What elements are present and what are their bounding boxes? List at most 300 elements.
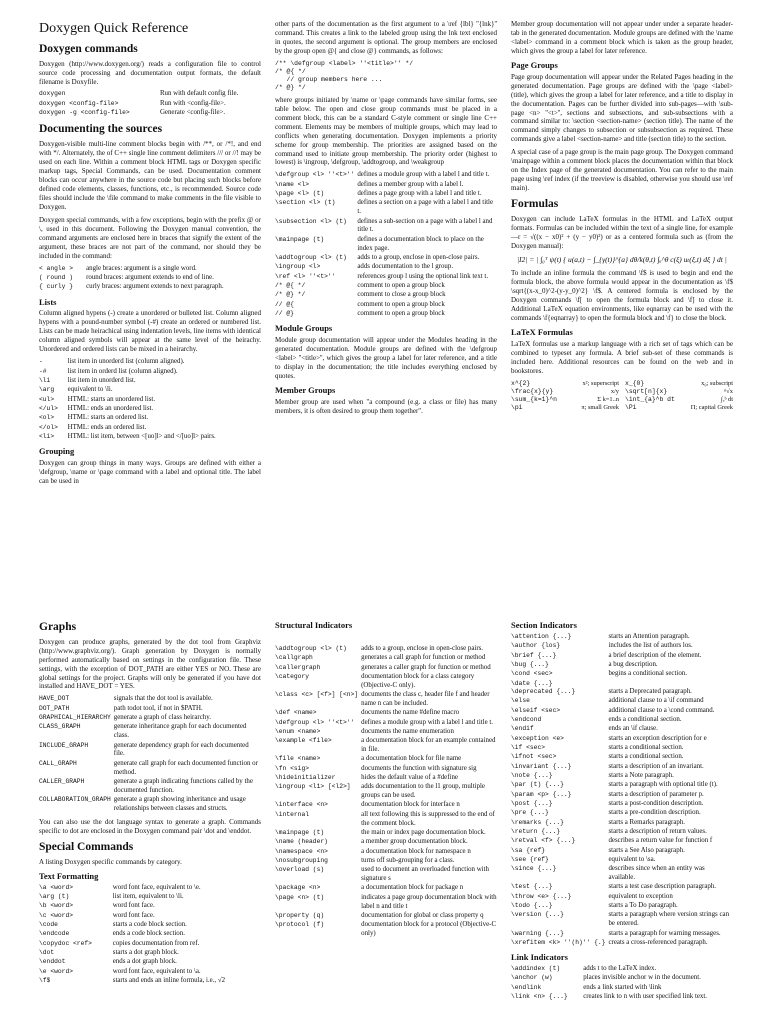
command-key: \xrefitem <k> ''(h)'' {.} bbox=[511, 938, 606, 946]
heading-special-commands: Special Commands bbox=[39, 841, 134, 854]
command-description: Run with default config file. bbox=[159, 90, 239, 98]
command-key: \code bbox=[39, 920, 58, 928]
command-description: includes the list of authors los. bbox=[608, 642, 693, 650]
text-formatting-table bbox=[39, 884, 261, 987]
table-row bbox=[511, 809, 733, 818]
table-row bbox=[39, 396, 261, 405]
command-key: HAVE_DOT bbox=[39, 695, 70, 703]
command-key: \throw <e> {...} bbox=[511, 892, 572, 900]
command-key: \else bbox=[511, 697, 530, 705]
table-row bbox=[275, 829, 497, 838]
command-description: starts a pre-condition description. bbox=[608, 809, 701, 817]
table-row bbox=[275, 866, 497, 884]
command-description: documentation block for a protocol (Objective-C only) bbox=[361, 921, 497, 938]
table-row bbox=[511, 661, 733, 670]
heading-section-indicators: Section Indicators bbox=[511, 620, 577, 630]
command-description: word font face, equivalent to \a. bbox=[112, 967, 201, 975]
table-row bbox=[39, 742, 261, 760]
table-row bbox=[275, 709, 497, 718]
command-description: starts a description of an invariant. bbox=[608, 762, 704, 770]
table-row bbox=[275, 282, 497, 291]
table-row bbox=[275, 857, 497, 866]
table-row bbox=[275, 190, 497, 199]
command-key: \def <name> bbox=[275, 709, 317, 717]
command-key: \protocol (f) bbox=[275, 921, 325, 929]
latex-command: \pi bbox=[511, 404, 523, 412]
command-key: - bbox=[39, 358, 43, 366]
table-row bbox=[39, 902, 261, 911]
command-description: defines a module group with a label l and title t. bbox=[361, 718, 493, 726]
table-row bbox=[511, 781, 733, 790]
formulas-paragraph-2: To include an inline formula the command \f$ is used to begin and end the formula block, the above formula would appear in the documentation as \f$ \sqrt{(x-x_0)^2-(y-y_0)^2} \f$. A centered formula is enclosed by the Doxygen commands \f[ to open the formula block and \f] to close it. Additional LaTeX equation environments, like eqnarray can be used with the commands \f{eqnarray} to open the formula block and \f} to close the block. bbox=[511, 269, 733, 322]
command-description: HTML: starts an ordered list. bbox=[67, 414, 149, 422]
command-description: a documentation block for namespace n bbox=[361, 847, 471, 855]
command-key: \ifnot <sec> bbox=[511, 753, 557, 761]
command-description: starts a conditional section. bbox=[608, 753, 684, 761]
table-row bbox=[275, 254, 497, 263]
command-key: \remarks {...} bbox=[511, 818, 564, 826]
command-key: \endcond bbox=[511, 716, 542, 724]
command-description: generate a graph of class heirarchy. bbox=[113, 714, 211, 722]
command-key: \version {...} bbox=[511, 911, 564, 919]
table-row bbox=[275, 801, 497, 810]
table-row bbox=[275, 774, 497, 783]
command-key: \elseif <sec> bbox=[511, 706, 561, 714]
command-description: starts a test case description paragraph. bbox=[608, 883, 716, 891]
command-key: \return {...} bbox=[511, 827, 561, 835]
heading-structural-indicators: Structural Indicators bbox=[275, 620, 353, 630]
table-row bbox=[511, 753, 733, 762]
command-description: documents the class c, header file f and header name n can be included. bbox=[361, 691, 490, 707]
table-row bbox=[39, 274, 261, 283]
command-key: \pre {...} bbox=[511, 809, 549, 817]
table-row bbox=[511, 974, 733, 983]
table-row bbox=[39, 424, 261, 433]
table-row bbox=[39, 760, 261, 778]
command-description: ends a dot graph block. bbox=[112, 958, 177, 966]
table-row bbox=[275, 171, 497, 180]
command-description: used to document an overloaded function with signature s bbox=[361, 866, 489, 883]
command-key: \defgroup <l> ''<t>'' bbox=[275, 718, 355, 726]
latex-entry bbox=[511, 404, 619, 412]
command-key: COLLABORATION_GRAPH bbox=[39, 796, 111, 804]
table-row bbox=[275, 921, 497, 939]
table-row bbox=[275, 755, 497, 764]
table-row bbox=[39, 377, 261, 386]
command-description: starts a conditional section. bbox=[608, 744, 684, 752]
latex-entry bbox=[625, 396, 733, 404]
command-key: \post {...} bbox=[511, 800, 553, 807]
table-row bbox=[275, 783, 497, 801]
table-row bbox=[511, 883, 733, 892]
graph-settings-table bbox=[39, 695, 261, 814]
command-key: // @{ bbox=[275, 300, 294, 308]
table-row bbox=[511, 865, 733, 883]
command-key: doxygen <config-file> bbox=[39, 99, 119, 107]
table-row bbox=[39, 109, 261, 118]
table-row bbox=[39, 723, 261, 741]
command-description: generate call graph for each documented function or method. bbox=[113, 759, 258, 776]
command-description: copies documentation from ref. bbox=[112, 939, 200, 947]
table-row bbox=[275, 291, 497, 300]
table-row bbox=[511, 633, 733, 642]
command-key: \defgroup <l> ''<t>'' bbox=[275, 171, 355, 179]
command-key: \attention {...} bbox=[511, 632, 572, 640]
command-description: starts a dot graph block. bbox=[112, 948, 179, 956]
command-key: \interface <n> bbox=[275, 801, 328, 809]
command-key: \link <n> {...} bbox=[511, 993, 568, 1001]
command-key: \par (t) {...} bbox=[511, 781, 564, 789]
table-row bbox=[39, 930, 261, 939]
command-description: comment to open a group block bbox=[357, 309, 445, 317]
command-key: \callgraph bbox=[275, 654, 313, 662]
command-key: \subsection <l> (t) bbox=[275, 217, 347, 225]
table-row bbox=[39, 386, 261, 395]
commands-intro: Doxygen (http://www.doxygen.org/) reads a configuration file to control source code processing and documentation output formats, the default filename is Doxyfile. bbox=[39, 59, 261, 86]
latex-command: \frac{x}{y} bbox=[511, 387, 554, 395]
command-description: a documentation block for an example contained in file. bbox=[361, 737, 496, 753]
command-key: \ingroup <l1> [<l2>] bbox=[275, 783, 351, 791]
command-description: starts a paragraph with optional title (t). bbox=[608, 781, 718, 789]
table-row bbox=[511, 652, 733, 661]
table-row bbox=[511, 930, 733, 939]
command-description: HTML: ends an unordered list. bbox=[67, 404, 154, 412]
command-description: Run with <config-file>. bbox=[159, 99, 226, 107]
command-key: \internal bbox=[275, 810, 310, 818]
command-description: turns off sub-grouping for a class. bbox=[361, 856, 455, 864]
table-row bbox=[275, 765, 497, 774]
heading-graphs: Graphs bbox=[39, 621, 77, 633]
commands-usage-table bbox=[39, 90, 261, 118]
table-row bbox=[39, 940, 261, 949]
table-row bbox=[511, 837, 733, 846]
latex-entry bbox=[625, 404, 733, 412]
table-row bbox=[511, 744, 733, 753]
table-row bbox=[275, 263, 497, 272]
command-key: \sa {ref} bbox=[511, 846, 546, 854]
command-description: HTML: ends an ordered list. bbox=[67, 423, 147, 431]
heading-text-formatting: Text Formatting bbox=[39, 870, 99, 881]
command-description: starts a code block section. bbox=[112, 920, 187, 928]
latex-command: x^{2} bbox=[511, 379, 531, 387]
bottom-right-column bbox=[511, 616, 733, 1022]
command-description bbox=[608, 680, 733, 689]
latex-formulas-paragraph: LaTeX formulas use a markup language with a rich set of tags which can be combined to typeset any formula. A brief sub-set of these commands is included here. Additional resources can be found on the web and in bookstores. bbox=[511, 339, 733, 375]
command-description: adds documentation to the l group. bbox=[357, 263, 454, 271]
command-key: < angle > bbox=[39, 264, 74, 272]
command-key: \author {los} bbox=[511, 642, 561, 650]
table-row bbox=[39, 977, 261, 986]
command-description: starts and ends an inline formula, i.e., √2 bbox=[112, 976, 226, 984]
command-description: ends a code block section. bbox=[112, 930, 185, 938]
command-description: starts a description of parameter p. bbox=[608, 790, 704, 798]
command-key: \enum <name> bbox=[275, 727, 321, 735]
table-row bbox=[39, 695, 261, 704]
sources-paragraph-1: Doxygen-visible multi-line comment blocks begin with /**, or /*!, and end with */. Alternately, the of C++ single line comment delimiters /// or //! may be used on each line. Within a comment block HTML tags or Doxygen specific markup tags, Special Commands, can be used. Documentation comment blocks can occur anywhere in the source code but placing such blocks before defined code elements, classes, functions, etc., is recommended. Source code files should include the \file command to make comments in the file visible to Doxygen. bbox=[39, 140, 261, 211]
command-key: \name (header) bbox=[275, 838, 328, 846]
command-description: all text following this is suppressed to the end of the comment block. bbox=[361, 810, 495, 827]
table-row bbox=[511, 993, 733, 1002]
latex-entry bbox=[511, 388, 619, 396]
command-key: \f$ bbox=[39, 976, 51, 984]
command-key: <ul> bbox=[39, 395, 55, 403]
command-description: describes a return value for function f bbox=[608, 837, 713, 845]
table-row bbox=[275, 664, 497, 673]
command-key: \addindex (t) bbox=[511, 965, 561, 973]
module-groups-paragraph: Module group documentation will appear under the Modules heading in the generated documentation. Module groups are defined with the \defgroup <label> ''<title>'', which gives the group a label for later reference, and a title to display in the documentation; the title includes everything enclosed by quotes. bbox=[275, 336, 497, 380]
command-key: \page <n> (t) bbox=[275, 893, 325, 901]
command-description: references group l using the optional link text t. bbox=[357, 272, 489, 280]
command-description: word font face. bbox=[112, 902, 155, 910]
table-row bbox=[511, 772, 733, 781]
command-description: ends a link started with \link bbox=[583, 983, 662, 991]
table-row bbox=[275, 884, 497, 893]
command-description: curly braces: argument extends to next paragraph. bbox=[86, 283, 224, 291]
command-description: places invisible anchor w in the document. bbox=[583, 974, 701, 982]
command-description: documents the function with signature sig bbox=[361, 764, 477, 772]
table-row bbox=[511, 725, 733, 734]
table-row bbox=[511, 670, 733, 679]
command-key: \ref <l> ''<t>'' bbox=[275, 272, 336, 280]
command-description: comment to open a group block bbox=[357, 281, 445, 289]
command-key: \mainpage (t) bbox=[275, 828, 325, 836]
bottom-middle-column bbox=[275, 616, 497, 1022]
command-description: equivalent to \li. bbox=[67, 386, 113, 394]
table-row bbox=[511, 642, 733, 651]
command-key: \exception <e> bbox=[511, 734, 564, 742]
command-key: \deprecated {...} bbox=[511, 688, 576, 696]
command-description: HTML: list item, between <[uo]l> and </[uo]l> pairs. bbox=[67, 432, 216, 440]
table-row bbox=[39, 949, 261, 958]
command-description: documentation block for interface n bbox=[361, 801, 460, 809]
command-key: CALLER_GRAPH bbox=[39, 777, 85, 785]
command-key: \endlink bbox=[511, 983, 542, 991]
table-row bbox=[39, 100, 261, 109]
command-key: CLASS_GRAPH bbox=[39, 723, 81, 731]
command-description: defines a page group with a label l and title t. bbox=[357, 190, 482, 198]
command-description: starts a See Also paragraph. bbox=[608, 846, 685, 854]
table-row bbox=[275, 301, 497, 310]
command-key: \retval <f> {...} bbox=[511, 837, 576, 845]
table-row bbox=[511, 763, 733, 772]
latex-command: \sum_{k=1}^n bbox=[511, 395, 558, 403]
command-description: defines a sub-section on a page with a label l and title t. bbox=[357, 217, 493, 234]
table-row bbox=[275, 811, 497, 829]
command-description: starts a post-condition description. bbox=[608, 800, 704, 807]
command-key: DOT_PATH bbox=[39, 704, 70, 712]
command-key: \class <c> [<f>] [<n>] bbox=[275, 691, 359, 699]
formulas-paragraph-1: Doxygen can include LaTeX formulas in the HTML and LaTeX output formats. Formulas can be included within the text of a single line, for example—r = √((x − x0)² + (y − y0)²) or as a centered formula such as (from the Doxygen manual): bbox=[511, 214, 733, 250]
command-key: \since {...} bbox=[511, 865, 557, 873]
table-row bbox=[39, 778, 261, 796]
command-description: a brief description of the element. bbox=[608, 651, 702, 659]
table-row bbox=[511, 791, 733, 800]
command-key: \ingroup <l> bbox=[275, 263, 321, 271]
link-indicators-table bbox=[511, 965, 733, 1002]
centered-formula: |I2| = | ∫₀ᵀ ψ(t) { u(a,t) − ∫_{γ(t)}^{a} dθ/k(θ,t) ∫ₐ^θ c(ξ) uₜ(ξ,t) dξ } dt | bbox=[517, 254, 727, 264]
table-row bbox=[39, 968, 261, 977]
table-row bbox=[511, 697, 733, 706]
command-description: round braces: argument extends to end of line. bbox=[86, 273, 214, 281]
command-key: \package <n> bbox=[275, 884, 321, 892]
table-row bbox=[275, 728, 497, 737]
command-key: \addtogroup <l> (t) bbox=[275, 644, 347, 652]
table-row bbox=[39, 921, 261, 930]
command-key: \todo {...} bbox=[511, 902, 553, 910]
command-description: a documentation block for package n bbox=[361, 884, 464, 892]
command-description: starts a Deprecated paragraph. bbox=[608, 688, 692, 696]
member-groups-paragraph: Member group are used when "a compound (e.g. a class or file) has many members, it is often desired to group them together". bbox=[275, 397, 497, 415]
command-description: starts a Note paragraph. bbox=[608, 772, 674, 780]
command-description: a member group documentation block. bbox=[361, 838, 468, 846]
table-row bbox=[511, 716, 733, 725]
command-key: \b <word> bbox=[39, 902, 74, 910]
heading-grouping: Grouping bbox=[39, 446, 75, 457]
command-key: doxygen bbox=[39, 90, 66, 98]
command-key: \li bbox=[39, 376, 51, 384]
table-row bbox=[511, 893, 733, 902]
command-key: /* @} */ bbox=[275, 291, 306, 299]
command-description: starts a paragraph where version strings can be entered. bbox=[608, 911, 730, 928]
table-row bbox=[275, 199, 497, 217]
table-row bbox=[511, 800, 733, 809]
member-groups-continued: Member group documentation will not appear under under a separate header-tab in the generated documentation. Module groups are defined with the \name <label> command in a comment block which is taken as the group header, which gives the group a label for later reference. bbox=[511, 20, 733, 55]
heading-member-groups: Member Groups bbox=[275, 384, 336, 395]
command-description: additional clause to a \cond command. bbox=[608, 706, 715, 714]
command-key: \date {...} bbox=[511, 679, 553, 687]
command-key: \arg bbox=[39, 386, 55, 394]
section-indicators-table bbox=[511, 633, 733, 948]
command-key: /* @{ */ bbox=[275, 281, 306, 289]
heading-formulas: Formulas bbox=[511, 198, 559, 211]
table-row bbox=[39, 265, 261, 274]
command-key: \namespace <n> bbox=[275, 847, 328, 855]
command-key: \enddot bbox=[39, 958, 66, 966]
command-key: \if <sec> bbox=[511, 744, 546, 752]
command-key: INCLUDE_GRAPH bbox=[39, 741, 89, 749]
command-key: doxygen -g <config-file> bbox=[39, 109, 130, 117]
command-description: creats a cross-referenced paragraph. bbox=[608, 938, 708, 946]
command-key: \bug {...} bbox=[511, 660, 549, 668]
command-description: indicates a page group documentation block with label n and title t bbox=[361, 893, 497, 910]
command-key: \warning {...} bbox=[511, 929, 564, 937]
command-description: hides the default value of a #define bbox=[361, 773, 458, 781]
page-groups-paragraph-1: Page group documentation will appear under the Related Pages heading in the generated documentation. Page groups are defined with the \page <label> (title), which gives the group a label for later reference, and a title to display in the documentation. Pages can be further divided into sub-pages—with \sub-page <n> ''<t>'', sections and subsections, and sub-subsections with a command similar to: \section <section-name> (section title). The name of the command simply changes to subsection or subsubsection as required. These commands give a label <section-name> and title (section title) to the section. bbox=[511, 72, 733, 144]
command-key: -# bbox=[39, 367, 47, 375]
command-key: \section <l> (t) bbox=[275, 199, 336, 207]
grouping-priority: where groups initiated by \name or \page commands have similar forms, see table below. The open and close group commands must be placed in a comment block, this can be a standard C-style comment or single line C++ comment. Elements may be members of multiple groups, which may lead to conflicts when generating documentation. Doxygen implements a priority scheme for group membership. The priorities are assigned based on the command used to initiate group membership. The priority order (highest to lowest) is \ingroup, \defgroup, \addtogroup, and \weakgroup bbox=[275, 95, 497, 167]
command-description: defines a section on a page with a label l and title t. bbox=[357, 199, 494, 216]
command-key: { curly } bbox=[39, 283, 74, 291]
table-row bbox=[511, 902, 733, 911]
table-row bbox=[511, 965, 733, 974]
command-key: <li> bbox=[39, 432, 55, 440]
command-key: \file <name> bbox=[275, 755, 321, 763]
special-commands-paragraph: A listing Doxygen specific commands by category. bbox=[39, 857, 182, 866]
table-row bbox=[275, 912, 497, 921]
structural-indicators-table bbox=[275, 645, 497, 940]
command-description: adds t to the LaTeX index. bbox=[583, 965, 657, 973]
table-row bbox=[39, 884, 261, 893]
command-description: generates a call graph for function or method bbox=[361, 654, 486, 662]
table-row bbox=[39, 283, 261, 292]
command-description: documentation block for a class category (Objective-C only). bbox=[361, 672, 475, 689]
command-description: describes since when an entity was available. bbox=[608, 865, 705, 882]
command-key: \see {ref} bbox=[511, 855, 549, 863]
command-key: \brief {...} bbox=[511, 651, 557, 659]
grouping-paragraph: Doxygen can group things in many ways. Groups are defined with either a \defgroup, \name or \page command with a label and optional title. The label can be used in bbox=[39, 459, 261, 485]
command-description: generates a caller graph for function or method bbox=[361, 663, 491, 671]
command-key: \dot bbox=[39, 948, 55, 956]
command-description: list item, equivalent to \li. bbox=[112, 892, 184, 900]
command-key: \param <p> {...} bbox=[511, 790, 572, 798]
heading-module-groups: Module Groups bbox=[275, 323, 333, 334]
command-key: \addtogroup <l> (t) bbox=[275, 253, 347, 261]
table-row bbox=[39, 796, 261, 814]
command-description: the main or index page documentation block. bbox=[361, 828, 486, 836]
lists-paragraph: Column aligned hypens (-) create a unordered or bulleted list. Column aligned hypens with a pound-number symbol (-#) create an ordered or numbered list. Lists can be made heirachical using indentation levels, line items with identical column aligned symbols will appear at the same level of the heirachy. Unordered and ordered lists can be mixed in a heirarchy. bbox=[39, 309, 261, 354]
table-row bbox=[511, 828, 733, 837]
command-key: \property (q) bbox=[275, 911, 325, 919]
table-row bbox=[275, 218, 497, 236]
command-key: \mainpage (t) bbox=[275, 235, 325, 243]
command-description: additional clause to a \if command bbox=[608, 697, 704, 705]
command-description: list item in orderd list (column aligned). bbox=[67, 367, 178, 375]
heading-link-indicators: Link Indicators bbox=[511, 952, 568, 963]
heading-sources: Documenting the sources bbox=[39, 123, 163, 136]
command-description: generate dependency graph for each documented file. bbox=[113, 741, 249, 758]
top-right-column bbox=[511, 20, 733, 550]
latex-rendering: ⁿ√x bbox=[724, 387, 733, 395]
command-description: path todot tool, if not in $PATH. bbox=[113, 704, 203, 712]
command-description: starts a paragraph for warning messages. bbox=[608, 929, 721, 937]
table-row bbox=[275, 894, 497, 912]
command-key: ( round ) bbox=[39, 273, 74, 281]
table-row bbox=[39, 433, 261, 442]
graphs-paragraph-2: You can also use the dot language syntax to generate a graph. Commands specific to dot are enclosed in the Doxygen command pair \dot and \enddot. bbox=[39, 818, 261, 836]
table-row bbox=[511, 819, 733, 828]
page-title: Doxygen Quick Reference bbox=[39, 21, 189, 36]
heading-commands: Doxygen commands bbox=[39, 42, 138, 55]
heading-latex-formulas: LaTeX Formulas bbox=[511, 326, 573, 337]
table-row bbox=[511, 707, 733, 716]
command-key: </ul> bbox=[39, 404, 58, 412]
table-row bbox=[39, 368, 261, 377]
command-description: documentation for global or class property q bbox=[361, 911, 484, 919]
bottom-left-column bbox=[39, 616, 261, 1022]
latex-rendering: x²; superscript bbox=[582, 379, 619, 387]
group-code-example: /** \defgroup <label> ''<title>'' */ /* @{ */ // group members here ... /* @} */ bbox=[275, 59, 414, 91]
table-row bbox=[39, 90, 261, 99]
latex-rendering: ∫ₐᵇ dt bbox=[720, 395, 733, 403]
grouping-continued: other parts of the documentation as the first argument to a \ref {lbl} ''{lnk}'' command. This creates a link to the labeled group using the lnk text enclosed in quotes, the second argument is optional. The group members are enclosed by the group open @{ and close @} commands, as follows: bbox=[275, 20, 497, 55]
command-description: documents the name #define macro bbox=[361, 709, 460, 717]
lists-table bbox=[39, 358, 261, 442]
table-row bbox=[275, 181, 497, 190]
page-groups-paragraph-2: A special case of a page group is the main page group. The Doxygen command \mainpage within a comment block places the documentation within that block on the Index page of the generated documentation. You can refer to the main page using \ref index (if the treeview is disabled, otherwise you should use \ref main). bbox=[511, 148, 733, 193]
table-row bbox=[275, 838, 497, 847]
table-row bbox=[275, 645, 497, 654]
command-key: \a <word> bbox=[39, 883, 74, 891]
table-row bbox=[511, 939, 733, 948]
command-description: adds to a group, enclose in open-close pairs. bbox=[357, 253, 480, 261]
table-row bbox=[39, 414, 261, 423]
command-key: </ol> bbox=[39, 423, 58, 431]
top-middle-column bbox=[275, 20, 497, 550]
command-description: begins a conditional section. bbox=[608, 670, 687, 678]
arg-types-table bbox=[39, 265, 261, 293]
command-description: generate inheritance graph for each documented class. bbox=[113, 723, 247, 740]
